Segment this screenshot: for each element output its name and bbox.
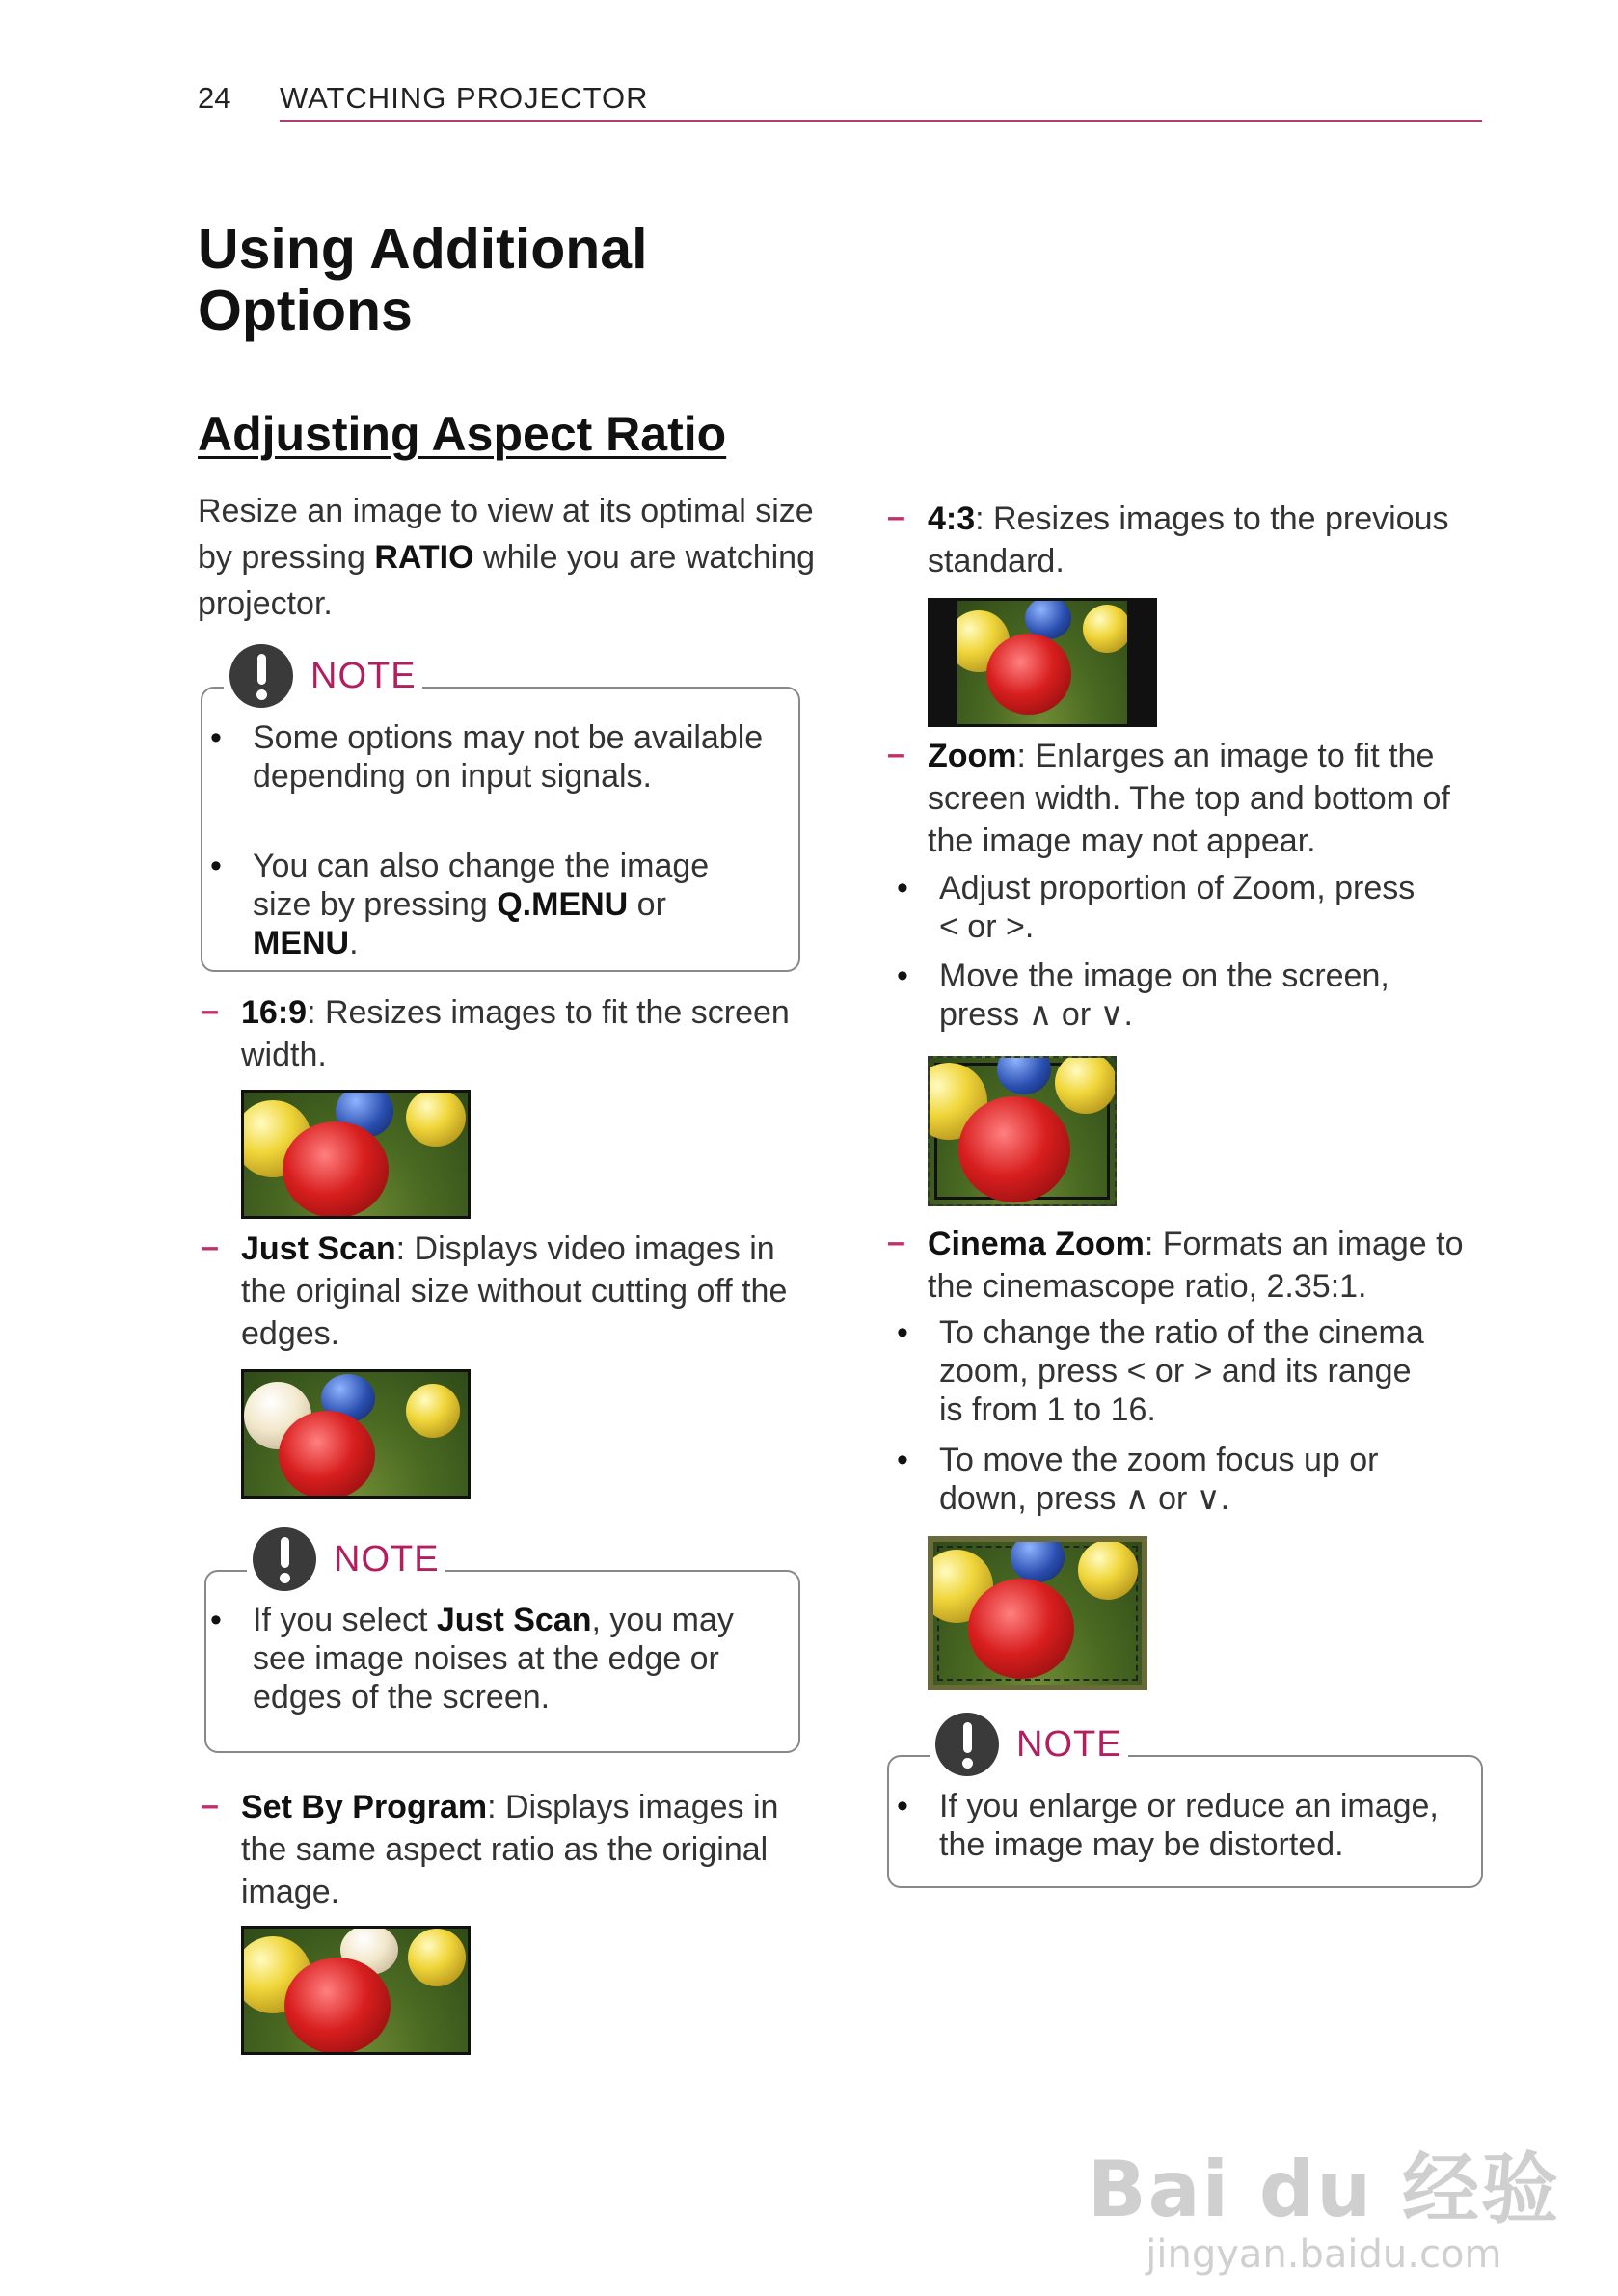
bullet-icon: • (897, 870, 908, 906)
note3-item (897, 1787, 1479, 1864)
bullet-icon: • (210, 1602, 222, 1638)
intro-paragraph (198, 488, 815, 627)
option-16-9-desc: : Resizes images to fit the screen width. (241, 994, 790, 1073)
note-label: NOTE (310, 655, 417, 696)
bullet-icon: • (897, 958, 908, 994)
watermark-logo: Bai du 经验 (1087, 2145, 1560, 2234)
cinema-zoom-bullet-2-line2: down, press ∧ or ∨. (939, 1480, 1230, 1517)
header-rule (280, 120, 1482, 122)
option-4-3-desc: : Resizes images to the previous standard. (928, 500, 1449, 580)
baidu-watermark (1088, 2127, 1560, 2277)
note2-post: , you may see image noises at the edge or edges of the screen. (253, 1602, 734, 1715)
dash-marker: – (887, 736, 905, 772)
note-label: NOTE (334, 1538, 440, 1580)
dash-marker: – (201, 1229, 219, 1265)
zoom-bullet-2-line1: Move the image on the screen, (939, 958, 1389, 994)
note-header-3 (930, 1713, 1128, 1776)
cinema-zoom-bullet-1-line3: is from 1 to 16. (939, 1391, 1156, 1428)
warning-icon (253, 1527, 316, 1591)
preview-4-3-image (928, 598, 1157, 727)
note1-item-2-post: . (349, 925, 359, 961)
zoom-bullet-1 (897, 869, 1479, 946)
option-zoom (887, 735, 1497, 862)
note3-text: If you enlarge or reduce an image, the image may be distorted. (939, 1788, 1439, 1863)
note1-item-2 (210, 847, 773, 962)
zoom-bullet-2 (897, 957, 1479, 1034)
preview-cinema-zoom-image (928, 1536, 1147, 1690)
option-just-scan (201, 1228, 810, 1355)
note-label: NOTE (1016, 1723, 1122, 1765)
zoom-bullet-2-line2: press ∧ or ∨. (939, 996, 1133, 1033)
watermark-url: jingyan.baidu.com (1146, 2232, 1502, 2277)
cinema-zoom-bullet-1 (897, 1313, 1479, 1429)
bullet-icon: • (897, 1314, 908, 1351)
bullet-icon: • (210, 848, 222, 884)
page-title-text: Using Additional Options (198, 217, 648, 342)
option-16-9 (201, 991, 810, 1076)
preview-just-scan-image (241, 1369, 471, 1499)
preview-zoom-image (928, 1056, 1117, 1206)
page-title (198, 218, 648, 341)
section-title: WATCHING PROJECTOR (280, 81, 649, 115)
cinema-zoom-bullet-2 (897, 1441, 1479, 1518)
bullet-icon: • (210, 719, 222, 756)
section-heading: Adjusting Aspect Ratio (198, 407, 727, 461)
intro-text-post: while you are watching projector. (198, 539, 815, 622)
menu-key: MENU (253, 925, 350, 961)
note1-item-2-mid: or (628, 886, 666, 923)
dash-marker: – (887, 499, 905, 535)
dash-marker: – (201, 1787, 219, 1823)
bullet-icon: • (897, 1788, 908, 1824)
option-just-scan-term: Just Scan (241, 1230, 396, 1267)
option-set-by-program-term: Set By Program (241, 1789, 488, 1825)
option-cinema-zoom-term: Cinema Zoom (928, 1226, 1145, 1262)
zoom-bullet-1-line2: < or >. (939, 908, 1035, 945)
option-zoom-term: Zoom (928, 738, 1017, 774)
page-number: 24 (198, 81, 231, 115)
preview-set-by-program-image (241, 1926, 471, 2055)
note2-pre: If you select (253, 1602, 437, 1638)
note2-item (210, 1601, 773, 1716)
option-just-scan-desc: : Displays video images in the original size without cutting off the edges. (241, 1230, 788, 1352)
preview-16-9-image (241, 1090, 471, 1219)
intro-text-pre: Resize an image to view at its optimal size by pressing (198, 493, 814, 576)
dash-marker: – (201, 992, 219, 1029)
dash-marker: – (887, 1224, 905, 1260)
note1-item-1 (210, 718, 773, 796)
note1-item-2-pre: You can also change the image size by pressing (253, 848, 710, 923)
qmenu-key: Q.MENU (497, 886, 629, 923)
cinema-zoom-bullet-2-line1: To move the zoom focus up or (939, 1442, 1379, 1478)
option-16-9-term: 16:9 (241, 994, 308, 1031)
option-set-by-program (201, 1786, 810, 1913)
cinema-zoom-bullet-1-line1: To change the ratio of the cinema (939, 1314, 1424, 1351)
note-header-1 (224, 644, 422, 708)
just-scan-key: Just Scan (436, 1602, 592, 1638)
option-set-by-program-desc: : Displays images in the same aspect ratio as the original image. (241, 1789, 779, 1910)
option-zoom-desc: : Enlarges an image to fit the screen width. The top and bottom of the image may not appear. (928, 738, 1450, 859)
option-4-3-term: 4:3 (928, 500, 976, 537)
zoom-bullet-1-line1: Adjust proportion of Zoom, press (939, 870, 1416, 906)
warning-icon (935, 1713, 999, 1776)
option-cinema-zoom-desc: : Formats an image to the cinemascope ratio, 2.35:1. (928, 1226, 1464, 1305)
note-header-2 (247, 1527, 445, 1591)
warning-icon (229, 644, 293, 708)
option-4-3 (887, 498, 1497, 582)
intro-ratio-key: RATIO (374, 539, 474, 576)
option-cinema-zoom (887, 1223, 1497, 1308)
cinema-zoom-bullet-1-line2: zoom, press < or > and its range (939, 1353, 1412, 1390)
bullet-icon: • (897, 1442, 908, 1478)
note1-item-1-text: Some options may not be available depending on input signals. (253, 719, 764, 795)
